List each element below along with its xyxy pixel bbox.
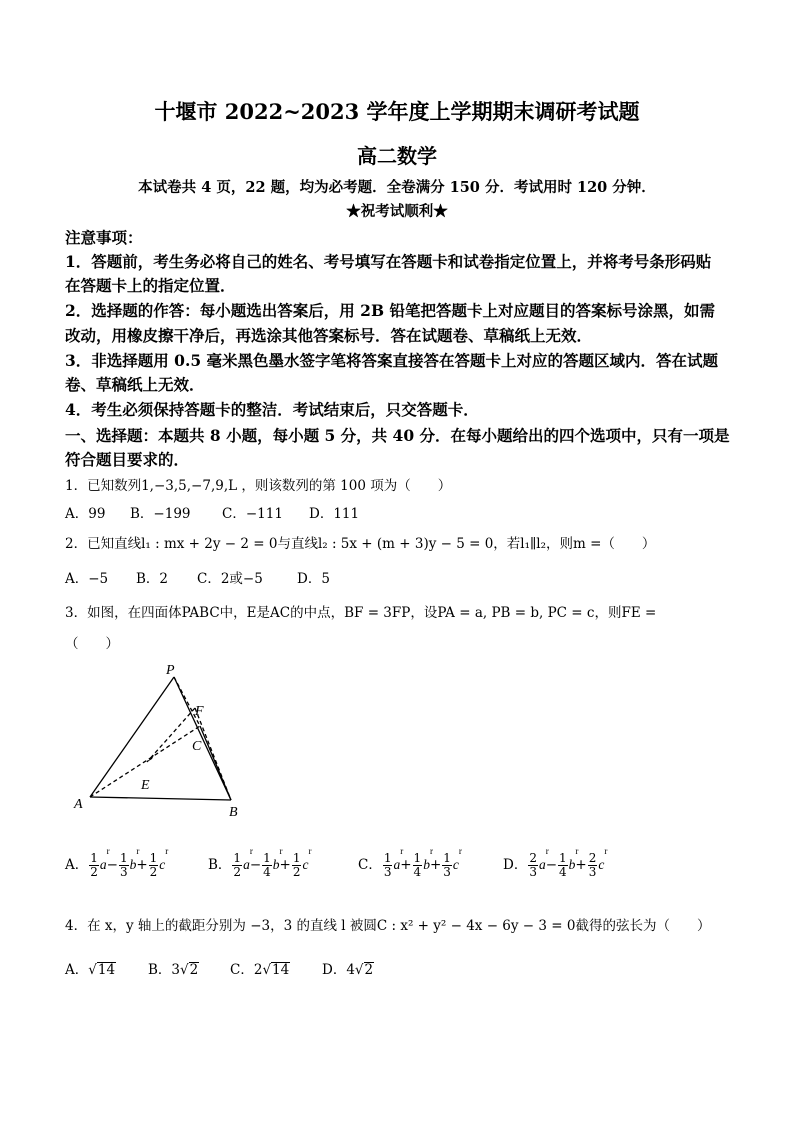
label-a: A bbox=[74, 797, 83, 812]
vector-a: r a bbox=[539, 857, 546, 873]
question-4-option-d: D．4√2 bbox=[322, 962, 374, 978]
segment-fe bbox=[147, 708, 195, 762]
question-2-option-c: C．2或−5 bbox=[197, 571, 263, 587]
notice-item-3-line-2: 卷、草稿纸上无效． bbox=[65, 375, 205, 394]
section-1-line-1: 一、选择题：本题共 8 小题，每小题 5 分，共 40 分．在每小题给出的四个选项中，只有一项是 bbox=[65, 426, 730, 445]
fraction: $\frac{1}{2}$ bbox=[233, 851, 242, 879]
vector-c: r c bbox=[598, 857, 604, 873]
fraction: $\frac{1}{2}$ bbox=[292, 851, 301, 879]
fraction: $\frac{1}{3}$ bbox=[383, 851, 392, 879]
question-3-option-a: A． $\frac{1}{2}$ r a− $\frac{1}{3}$ r b+ $\frac{1}{2}$ r c bbox=[65, 852, 165, 879]
tetrahedron-figure bbox=[70, 660, 250, 820]
label-f: F bbox=[195, 704, 204, 719]
radicand: 14 bbox=[272, 962, 290, 978]
vector-a: r a bbox=[243, 857, 250, 873]
vector-b: r b bbox=[569, 857, 576, 873]
vector-c: r c bbox=[302, 857, 308, 873]
vector-b: r b bbox=[130, 857, 137, 873]
exam-subtitle: 高二数学 bbox=[357, 144, 437, 168]
radicand: 2 bbox=[189, 962, 199, 978]
question-1-option-c: C．−111 bbox=[222, 506, 283, 522]
exam-wish: ★祝考试顺利★ bbox=[346, 203, 448, 220]
edge-pb bbox=[174, 677, 231, 800]
notice-item-1-line-2: 在答题卡上的指定位置． bbox=[65, 276, 236, 295]
notice-item-2-line-2: 改动，用橡皮擦干净后，再选涂其他答案标号．答在试题卷、草稿纸上无效． bbox=[65, 326, 593, 345]
question-2-text: 2．已知直线l₁ : mx + 2y − 2 = 0与直线l₂ : 5x + (m + 3)y − 5 = 0，若l₁∥l₂，则m =（ ） bbox=[65, 536, 656, 552]
notice-heading: 注意事项： bbox=[65, 228, 143, 247]
section-1-line-2: 符合题目要求的． bbox=[65, 450, 190, 469]
question-3-option-d: D． $\frac{2}{3}$ r a− $\frac{1}{4}$ r b+ $\frac{2}{3}$ r c bbox=[503, 852, 604, 879]
fraction: $\frac{1}{3}$ bbox=[119, 851, 128, 879]
question-2-option-a: A．−5 bbox=[65, 571, 109, 587]
question-2-option-b: B．2 bbox=[136, 571, 169, 587]
option-label: A． bbox=[65, 857, 89, 873]
vector-b: r b bbox=[273, 857, 280, 873]
vector-b: r b bbox=[423, 857, 430, 873]
vector-c: r c bbox=[453, 857, 459, 873]
notice-item-1-line-1: 1．答题前，考生务必将自己的姓名、考号填写在答题卡和试卷指定位置上，并将考号条形码贴 bbox=[65, 252, 712, 271]
fraction: $\frac{2}{3}$ bbox=[588, 851, 597, 879]
fraction: $\frac{2}{3}$ bbox=[529, 851, 537, 879]
option-label: C． bbox=[358, 857, 382, 873]
label-c: C bbox=[192, 739, 202, 754]
question-3-paren: （ ） bbox=[65, 636, 119, 652]
label-p: P bbox=[166, 663, 175, 678]
question-1-option-d: D．111 bbox=[309, 506, 360, 522]
option-label: B． bbox=[208, 857, 232, 873]
fraction: $\frac{1}{2}$ bbox=[149, 851, 158, 879]
notice-item-4: 4．考生必须保持答题卡的整洁．考试结束后，只交答题卡． bbox=[65, 400, 479, 419]
question-1-option-b: B．−199 bbox=[130, 506, 191, 522]
question-2-option-d: D．5 bbox=[297, 571, 330, 587]
fraction: $\frac{1}{4}$ bbox=[263, 851, 271, 879]
edge-ab bbox=[90, 797, 231, 800]
notice-item-2-line-1: 2．选择题的作答：每小题选出答案后，用 2B 铅笔把答题卡上对应题目的答案标号涂黑，如需 bbox=[65, 301, 715, 320]
question-4-option-c: C．2√14 bbox=[230, 962, 290, 978]
fraction: $\frac{1}{4}$ bbox=[413, 851, 422, 879]
question-4-text: 4．在 x，y 轴上的截距分别为 −3，3 的直线 l 被圆C : x² + y² − 4x − 6y − 3 = 0截得的弦长为（ ） bbox=[65, 918, 711, 934]
exam-title: 十堰市 2022~2023 学年度上学期期末调研考试题 bbox=[154, 99, 640, 124]
radicand: 14 bbox=[97, 962, 116, 978]
question-4-option-a: A．√14 bbox=[65, 962, 116, 978]
question-3-text: 3．如图，在四面体PABC中，E是AC的中点，BF = 3FP，设PA = a, PB = b, PC = c，则FE = bbox=[65, 605, 657, 621]
vector-a: r a bbox=[100, 857, 107, 873]
question-1-option-a: A．99 bbox=[65, 506, 106, 522]
question-3-option-b: B． $\frac{1}{2}$ r a− $\frac{1}{4}$ r b+ $\frac{1}{2}$ r c bbox=[208, 852, 308, 879]
notice-item-3-line-1: 3．非选择题用 0.5 毫米黑色墨水签字笔将答案直接答在答题卡上对应的答题区域内．答在试题 bbox=[65, 351, 719, 370]
fraction: $\frac{1}{2}$ bbox=[90, 851, 98, 879]
label-e: E bbox=[141, 778, 150, 793]
vector-c: r c bbox=[159, 857, 165, 873]
question-4-option-b: B．3√2 bbox=[148, 962, 199, 978]
question-3-option-c: C． $\frac{1}{3}$ r a+ $\frac{1}{4}$ r b+ $\frac{1}{3}$ r c bbox=[358, 852, 459, 879]
option-label: D． bbox=[503, 857, 528, 873]
exam-info: 本试卷共 4 页，22 题，均为必考题．全卷满分 150 分．考试用时 120 分钟． bbox=[138, 179, 656, 196]
fraction: $\frac{1}{4}$ bbox=[559, 851, 567, 879]
radicand: 2 bbox=[364, 962, 374, 978]
label-b: B bbox=[229, 805, 238, 820]
question-1-text: 1．已知数列1,−3,5,−7,9,L ，则该数列的第 100 项为（ ） bbox=[65, 478, 452, 494]
edge-pa bbox=[90, 677, 174, 797]
vector-a: r a bbox=[393, 857, 400, 873]
fraction: $\frac{1}{3}$ bbox=[443, 851, 451, 879]
